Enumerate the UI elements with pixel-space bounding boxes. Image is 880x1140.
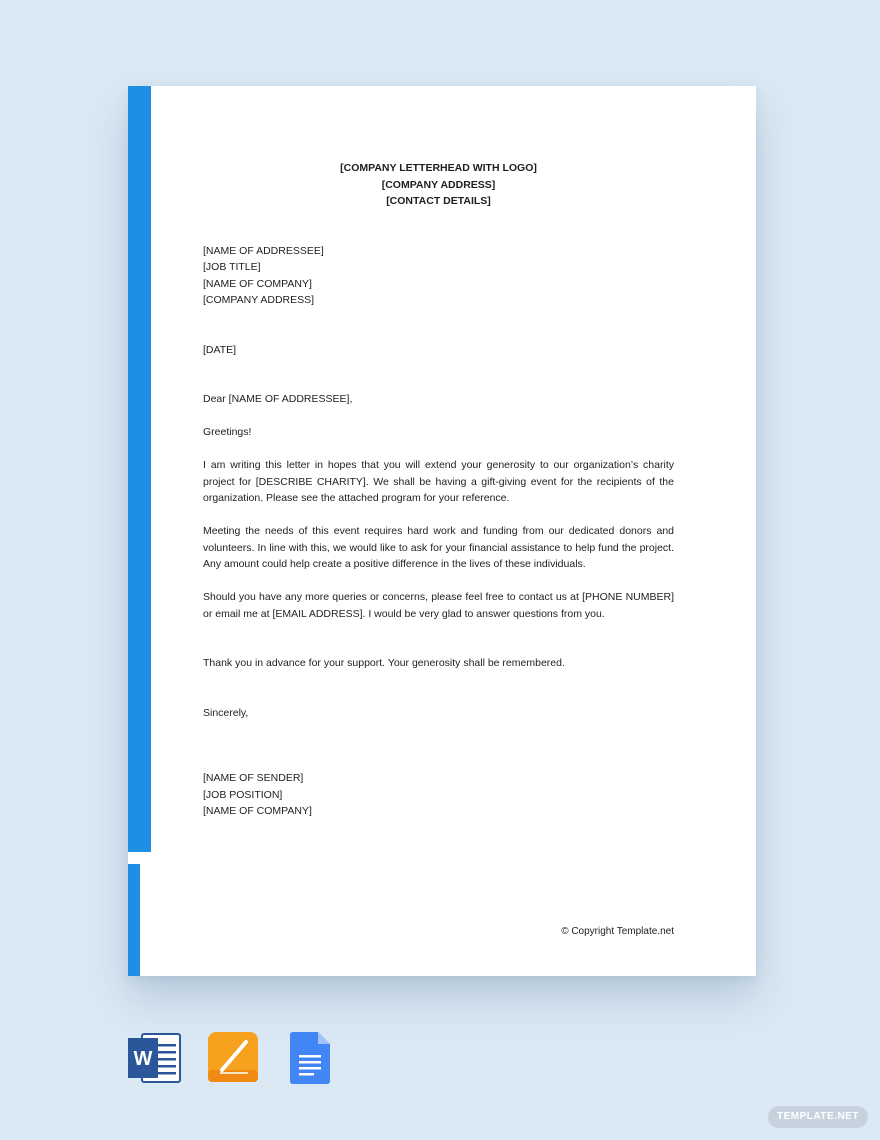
thanks-line: Thank you in advance for your support. Your generosity shall be remembered. xyxy=(203,657,565,669)
letterhead-line: [COMPANY ADDRESS] xyxy=(381,178,496,191)
salutation: Dear [NAME OF ADDRESSEE], xyxy=(203,393,353,405)
google-docs-icon[interactable] xyxy=(290,1032,330,1084)
body-paragraph: Should you have any more queries or concerns, please feel free to contact us at [PHONE NUMBER] or email me at [EMAIL ADDRESS]. I would be very glad to answer questions from you. xyxy=(203,591,674,620)
accent-bar-bottom xyxy=(128,864,140,976)
sender-line: [NAME OF SENDER] xyxy=(203,772,304,784)
letterhead-line: [COMPANY LETTERHEAD WITH LOGO] xyxy=(340,162,537,174)
addressee-line: [NAME OF COMPANY] xyxy=(203,277,312,290)
addressee-line: [JOB TITLE] xyxy=(203,261,261,273)
addressee-line: [NAME OF ADDRESSEE] xyxy=(203,244,324,257)
closing: Sincerely, xyxy=(203,706,249,719)
letter-date: [DATE] xyxy=(203,343,237,356)
sender-line: [JOB POSITION] xyxy=(203,788,283,801)
pages-icon[interactable] xyxy=(208,1032,258,1082)
body-paragraph: I am writing this letter in hopes that you will extend your generosity to our organization’s charity project for [DESCRIBE CHARITY]. We shall be having a gift-giving event for the recipients of the organization. Please see the attached program for your reference. xyxy=(203,459,674,504)
sender-block xyxy=(203,770,674,820)
body-paragraph: Meeting the needs of this event requires hard work and funding from our dedicated donors and volunteers. In line with this, we would like to ask for your financial assistance to help fund the project. Any amount could help create a positive difference in the lives of these individuals. xyxy=(203,525,674,570)
letter-content xyxy=(203,160,674,820)
letter-page xyxy=(128,86,756,976)
addressee-line: [COMPANY ADDRESS] xyxy=(203,294,315,306)
word-icon[interactable] xyxy=(128,1032,182,1084)
svg-text:W: W xyxy=(133,1048,153,1070)
addressee-block xyxy=(203,243,674,309)
copyright-notice: © Copyright Template.net xyxy=(561,926,674,937)
letterhead xyxy=(203,160,674,210)
template-watermark: TEMPLATE.NET xyxy=(768,1106,868,1128)
greeting: Greetings! xyxy=(203,426,252,438)
sender-line: [NAME OF COMPANY] xyxy=(203,805,312,817)
accent-bar-top xyxy=(128,86,151,852)
letterhead-line: [CONTACT DETAILS] xyxy=(386,195,491,207)
